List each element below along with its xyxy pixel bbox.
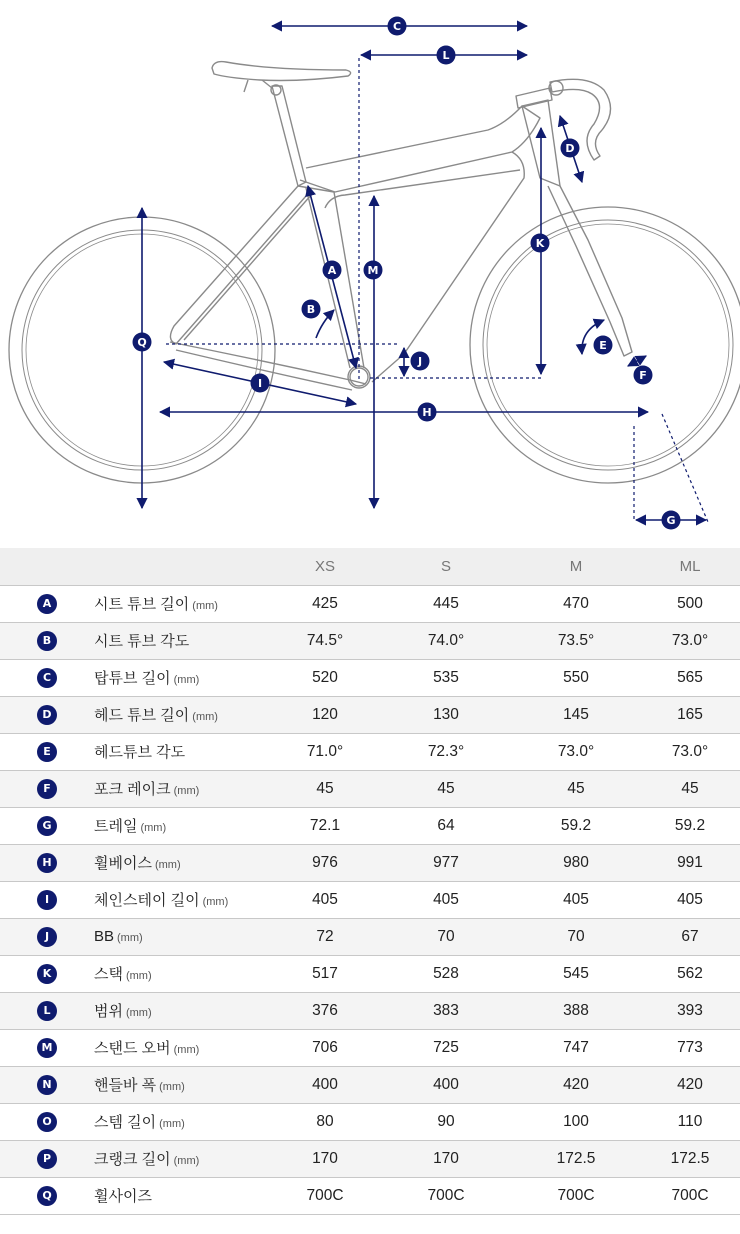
table-cell: 405 — [640, 881, 740, 918]
table-row — [0, 1140, 740, 1177]
table-cell: 400 — [270, 1066, 380, 1103]
row-letter-badge: P — [37, 1149, 57, 1169]
measurement-name: 포크 레이크 — [94, 781, 171, 798]
row-letter-badge: E — [37, 742, 57, 762]
table-body — [0, 585, 740, 1214]
svg-text:G: G — [666, 514, 676, 527]
table-row — [0, 844, 740, 881]
measurement-unit: (mm) — [125, 970, 152, 982]
table-cell: 393 — [640, 992, 740, 1029]
table-cell: 520 — [270, 659, 380, 696]
table-cell: 405 — [512, 881, 640, 918]
column-header: XS — [270, 548, 380, 585]
table-cell: 550 — [512, 659, 640, 696]
table-cell: 545 — [512, 955, 640, 992]
measurement-name: 헤드튜브 각도 — [94, 744, 186, 761]
table-cell: 562 — [640, 955, 740, 992]
row-letter-badge: Q — [37, 1186, 57, 1206]
measurement-unit: (mm) — [173, 785, 200, 797]
measurement-unit: (mm) — [154, 859, 181, 871]
table-cell: 383 — [380, 992, 512, 1029]
column-header: S — [380, 548, 512, 585]
table-cell: 500 — [640, 585, 740, 622]
svg-text:K: K — [535, 237, 545, 250]
measurement-name: 시트 튜브 각도 — [94, 633, 190, 650]
table-cell: 747 — [512, 1029, 640, 1066]
svg-text:D: D — [565, 142, 575, 155]
table-row — [0, 1103, 740, 1140]
bike-geometry-diagram — [0, 0, 740, 548]
column-header: ML — [640, 548, 740, 585]
bike-frame — [170, 62, 632, 390]
table-cell: 110 — [640, 1103, 740, 1140]
table-cell: 700C — [640, 1177, 740, 1214]
table-header-row — [0, 548, 740, 585]
measurement-unit: (mm) — [173, 1155, 200, 1167]
table-row — [0, 1066, 740, 1103]
table-cell: 170 — [270, 1140, 380, 1177]
measurement-unit: (mm) — [173, 1044, 200, 1056]
label-badge-q — [133, 333, 152, 352]
table-cell: 700C — [270, 1177, 380, 1214]
svg-text:H: H — [422, 406, 432, 419]
guide-lines — [166, 58, 708, 522]
measurement-name: 헤드 튜브 길이 — [94, 707, 190, 724]
table-row — [0, 881, 740, 918]
measurement-unit: (mm) — [125, 1007, 152, 1019]
label-badge-e — [594, 336, 613, 355]
table-cell: 400 — [380, 1066, 512, 1103]
label-badge-f — [634, 366, 653, 385]
table-cell: 977 — [380, 844, 512, 881]
label-badge-l — [437, 46, 456, 65]
table-cell: 100 — [512, 1103, 640, 1140]
table-cell: 73.0° — [512, 733, 640, 770]
table-cell: 70 — [512, 918, 640, 955]
measurement-name: 범위 — [94, 1003, 123, 1020]
svg-text:A: A — [327, 264, 337, 277]
row-letter-badge: N — [37, 1075, 57, 1095]
table-cell: 130 — [380, 696, 512, 733]
table-cell: 59.2 — [512, 807, 640, 844]
row-letter-badge: O — [37, 1112, 57, 1132]
table-cell: 59.2 — [640, 807, 740, 844]
measurement-unit: (mm) — [159, 1118, 185, 1130]
measurement-unit: (mm) — [159, 1081, 185, 1093]
table-row — [0, 1177, 740, 1214]
column-header: M — [512, 548, 640, 585]
label-badge-b — [302, 300, 321, 319]
svg-text:F: F — [639, 369, 647, 382]
table-cell: 420 — [640, 1066, 740, 1103]
table-row — [0, 770, 740, 807]
row-letter-badge: M — [37, 1038, 57, 1058]
table-cell: 528 — [380, 955, 512, 992]
table-row — [0, 622, 740, 659]
table-cell: 172.5 — [512, 1140, 640, 1177]
table-cell: 470 — [512, 585, 640, 622]
row-letter-badge: B — [37, 631, 57, 651]
measurement-name: 스택 — [94, 966, 123, 983]
measurement-name: 스탠드 오버 — [94, 1040, 171, 1057]
measurement-name: 휠사이즈 — [94, 1188, 152, 1205]
row-letter-badge: G — [37, 816, 57, 836]
table-cell: 71.0° — [270, 733, 380, 770]
table-cell: 773 — [640, 1029, 740, 1066]
measurement-unit: (mm) — [117, 932, 143, 944]
table-cell: 72.1 — [270, 807, 380, 844]
row-letter-badge: H — [37, 853, 57, 873]
row-letter-badge: F — [37, 779, 57, 799]
table-cell: 991 — [640, 844, 740, 881]
table-row — [0, 992, 740, 1029]
table-cell: 74.0° — [380, 622, 512, 659]
label-badge-k — [531, 234, 550, 253]
table-cell: 517 — [270, 955, 380, 992]
table-cell: 73.0° — [640, 733, 740, 770]
table-cell: 700C — [380, 1177, 512, 1214]
table-row — [0, 696, 740, 733]
table-row — [0, 585, 740, 622]
svg-text:B: B — [306, 303, 316, 316]
table-cell: 445 — [380, 585, 512, 622]
svg-text:L: L — [442, 49, 450, 62]
measurement-name: 체인스테이 길이 — [94, 892, 200, 909]
table-cell: 74.5° — [270, 622, 380, 659]
table-cell: 388 — [512, 992, 640, 1029]
geometry-table — [0, 548, 740, 1215]
label-badge-g — [662, 511, 681, 530]
label-badge-h — [418, 403, 437, 422]
row-letter-badge: I — [37, 890, 57, 910]
measurement-name: 핸들바 폭 — [94, 1077, 157, 1094]
dimension-arrows — [142, 26, 706, 520]
row-letter-badge: K — [37, 964, 57, 984]
table-row — [0, 733, 740, 770]
table-cell: 73.5° — [512, 622, 640, 659]
table-cell: 145 — [512, 696, 640, 733]
table-row — [0, 659, 740, 696]
table-row — [0, 807, 740, 844]
table-cell: 70 — [380, 918, 512, 955]
row-letter-badge: D — [37, 705, 57, 725]
table-cell: 45 — [380, 770, 512, 807]
table-cell: 80 — [270, 1103, 380, 1140]
row-letter-badge: L — [37, 1001, 57, 1021]
table-cell: 706 — [270, 1029, 380, 1066]
row-letter-badge: A — [37, 594, 57, 614]
table-cell: 45 — [270, 770, 380, 807]
table-cell: 45 — [512, 770, 640, 807]
measurement-name: 시트 튜브 길이 — [94, 596, 190, 613]
svg-text:I: I — [257, 377, 263, 390]
table-cell: 425 — [270, 585, 380, 622]
table-cell: 405 — [270, 881, 380, 918]
measurement-unit: (mm) — [173, 674, 200, 686]
table-cell: 72.3° — [380, 733, 512, 770]
svg-text:Q: Q — [137, 336, 147, 349]
label-badge-j — [411, 352, 430, 371]
svg-text:M: M — [367, 264, 379, 277]
label-badge-d — [561, 139, 580, 158]
svg-text:J: J — [417, 355, 423, 368]
table-cell: 73.0° — [640, 622, 740, 659]
table-row — [0, 1029, 740, 1066]
table-cell: 90 — [380, 1103, 512, 1140]
svg-text:E: E — [599, 339, 607, 352]
measurement-unit: (mm) — [192, 711, 218, 723]
table-cell: 45 — [640, 770, 740, 807]
table-cell: 725 — [380, 1029, 512, 1066]
table-cell: 67 — [640, 918, 740, 955]
measurement-name: 탑튜브 길이 — [94, 670, 171, 687]
measurement-unit: (mm) — [140, 822, 167, 834]
row-letter-badge: J — [37, 927, 57, 947]
measurement-unit: (mm) — [202, 896, 229, 908]
label-badge-c — [388, 17, 407, 36]
measurement-name: 크랭크 길이 — [94, 1151, 171, 1168]
label-badges — [133, 17, 681, 530]
table-row — [0, 955, 740, 992]
table-cell: 72 — [270, 918, 380, 955]
table-cell: 376 — [270, 992, 380, 1029]
table-cell: 165 — [640, 696, 740, 733]
table-row — [0, 918, 740, 955]
table-cell: 405 — [380, 881, 512, 918]
table-cell: 535 — [380, 659, 512, 696]
svg-text:C: C — [392, 20, 402, 33]
table-cell: 565 — [640, 659, 740, 696]
label-badge-i — [251, 374, 270, 393]
measurement-name: 휠베이스 — [94, 855, 152, 872]
table-cell: 64 — [380, 807, 512, 844]
label-badge-a — [323, 261, 342, 280]
measurement-name: BB — [94, 928, 115, 945]
table-cell: 172.5 — [640, 1140, 740, 1177]
measurement-name: 트레일 — [94, 818, 138, 835]
table-cell: 420 — [512, 1066, 640, 1103]
table-cell: 120 — [270, 696, 380, 733]
table-cell: 170 — [380, 1140, 512, 1177]
table-cell: 980 — [512, 844, 640, 881]
label-badge-m — [364, 261, 383, 280]
table-cell: 976 — [270, 844, 380, 881]
measurement-unit: (mm) — [192, 600, 218, 612]
measurement-name: 스템 길이 — [94, 1114, 157, 1131]
row-letter-badge: C — [37, 668, 57, 688]
table-cell: 700C — [512, 1177, 640, 1214]
